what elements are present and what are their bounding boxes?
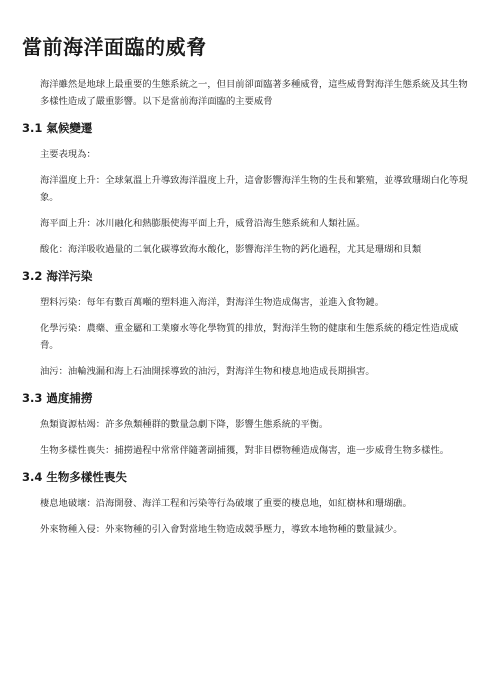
section-paragraph: 海洋溫度上升：全球氣溫上升導致海洋溫度上升，這會影響海洋生物的生長和繁殖，並導致珊瑚白化等現象。 bbox=[40, 175, 468, 203]
section-paragraph: 塑料污染：每年有數百萬噸的塑料進入海洋，對海洋生物造成傷害，並進入食物鏈。 bbox=[40, 297, 384, 308]
section-heading: 3.4 生物多樣性喪失 bbox=[22, 470, 127, 484]
sections-container bbox=[22, 120, 475, 538]
section-paragraph: 外來物種入侵：外來物種的引入會對當地生物造成競爭壓力，導致本地物種的數量減少。 bbox=[40, 524, 403, 535]
section-paragraph: 化學污染：農藥、重金屬和工業廢水等化學物質的排放，對海洋生物的健康和生態系統的穩定性造成威脅。 bbox=[40, 323, 459, 351]
section-paragraph: 油污：油輪洩漏和海上石油開採導致的油污，對海洋生物和棲息地造成長期損害。 bbox=[40, 366, 375, 377]
section-paragraph: 海平面上升：冰川融化和熱膨脹使海平面上升，威脅沿海生態系統和人類社區。 bbox=[40, 218, 366, 229]
section-paragraph: 酸化：海洋吸收過量的二氧化碳導致海水酸化，影響海洋生物的鈣化過程，尤其是珊瑚和貝類 bbox=[40, 244, 422, 255]
section-heading: 3.1 氣候變遷 bbox=[22, 121, 93, 135]
section-heading: 3.2 海洋污染 bbox=[22, 269, 93, 283]
intro-paragraph: 海洋雖然是地球上最重要的生態系統之一，但目前卻面臨著多種威脅，這些威脅對海洋生態系統及其生物多樣性造成了嚴重影響。以下是當前海洋面臨的主要威脅 bbox=[40, 79, 468, 107]
section-body bbox=[22, 146, 475, 258]
section-body bbox=[22, 416, 475, 459]
section-paragraph: 棲息地破壞：沿海開發、海洋工程和污染等行為破壞了重要的棲息地，如紅樹林和珊瑚礁。 bbox=[40, 498, 412, 509]
section-paragraph: 主要表現為： bbox=[40, 149, 96, 160]
page-title: 當前海洋面臨的威脅 bbox=[22, 35, 207, 59]
section-body bbox=[22, 294, 475, 380]
section-body bbox=[22, 495, 475, 538]
section-paragraph: 生物多樣性喪失：捕撈過程中常常伴隨著副捕獲，對非目標物種造成傷害，進一步威脅生物多樣性。 bbox=[40, 445, 450, 456]
section-heading: 3.3 過度捕撈 bbox=[22, 391, 93, 405]
section-paragraph: 魚類資源枯竭：許多魚類種群的數量急劇下降，影響生態系統的平衡。 bbox=[40, 419, 329, 430]
